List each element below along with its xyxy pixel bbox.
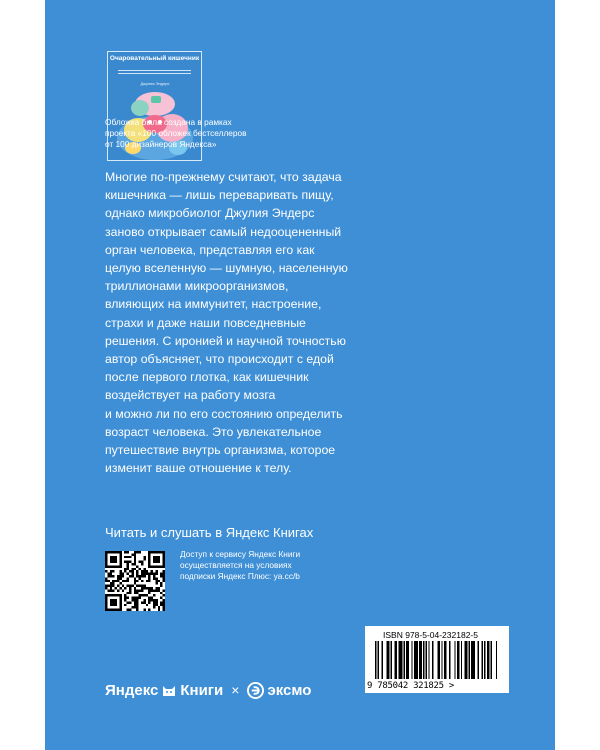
read-heading: Читать и слушать в Яндекс Книгах [105,525,314,540]
caption-line: проекта «100 обложек бестселлеров [105,128,247,138]
description-line: путешествие внутрь организма, которое [105,443,336,458]
cat-icon [161,682,177,698]
barcode-number: 9 785042 321825 > [367,681,455,691]
description-line: после первого глотка, как кишечник [105,370,309,385]
description-line: однако микробиолог Джулия Эндерс [105,206,315,221]
description-line: орган человека, представляя его как [105,242,315,257]
access-note-line: Доступ к сервису Яндекс Книги [180,549,301,559]
logo-separator: × [231,682,240,698]
description-line: триллионами микроорганизмов, [105,279,289,294]
description-line: автор объясняет, что происходит с едой [105,352,334,367]
description-line: Многие по-прежнему считают, что задача [105,170,342,184]
barcode-panel [365,626,509,693]
description-line: изменит ваше отношение к телу. [105,461,292,476]
access-note [180,549,300,582]
yandex-logo: Яндекс [105,681,159,699]
eksmo-icon [247,682,264,699]
book-description [105,168,425,477]
access-note-line: подписки Яндекс Плюс: ya.cc/b [180,571,300,581]
eksmo-logo: эксмо [267,681,312,699]
description-line: и можно ли по его состоянию определить [105,406,343,421]
thumbnail-caption [105,117,247,150]
access-note-line: осуществляется на условиях [180,560,292,570]
description-line: воздействует на работу мозга [105,388,276,403]
caption-line: от 100 дизайнеров Яндекса» [105,139,217,149]
description-line: целую вселенную — шумную, населенную [105,261,348,276]
isbn-text: ISBN 978-5-04-232182-5 [383,630,478,640]
description-line: решения. С иронией и научной точностью [105,333,346,348]
barcode [375,641,499,679]
thumbnail-title: Очаровательный кишечник [109,55,200,62]
description-line: заново открывает самый недооцененный [105,224,342,239]
caption-line: Обложка была создана в рамках [105,117,232,127]
description-line: возраст человека. Это увлекательное [105,424,322,439]
thumbnail-author: Джулия Эндерс [140,81,170,86]
description-line: кишечника — лишь переваривать пищу, [105,188,334,203]
publisher-logos [105,680,311,700]
description-line: влияющих на иммунитет, настроение, [105,297,322,312]
knigi-logo: Книги [180,681,224,699]
qr-code[interactable] [105,551,165,611]
description-line: страхи и даже наши повседневные [105,315,306,330]
